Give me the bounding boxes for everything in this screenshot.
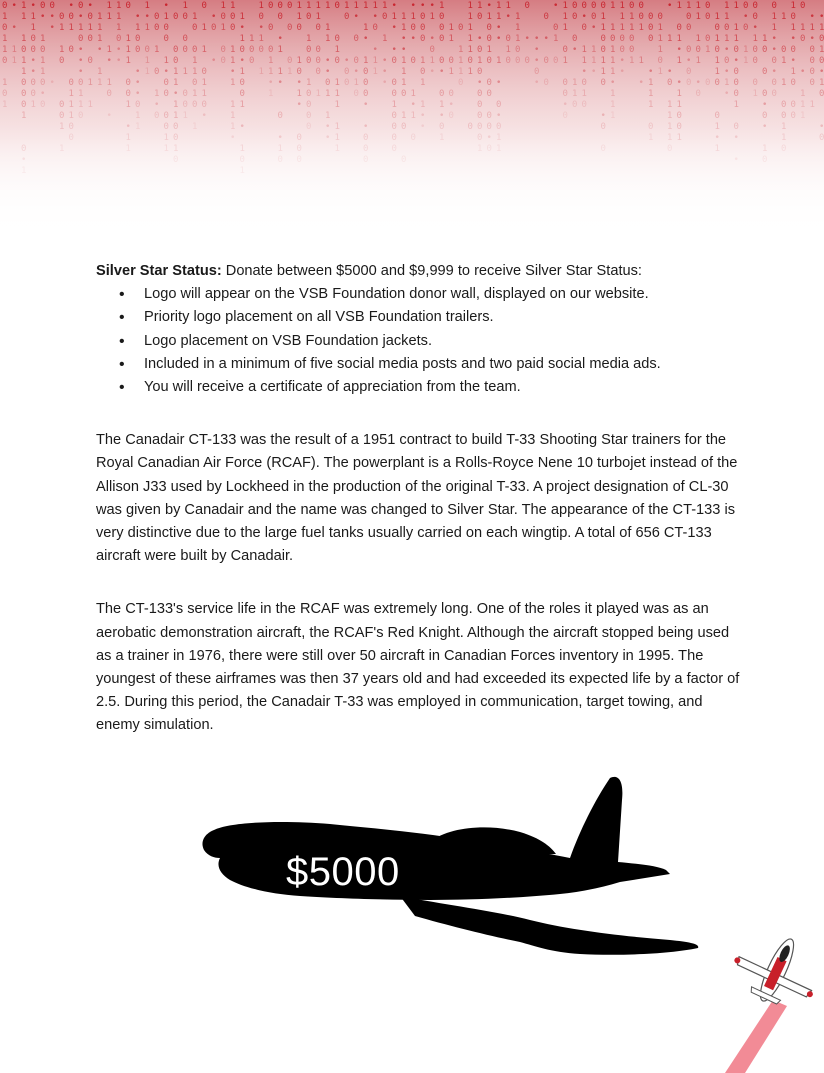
donation-amount-label: $5000 [286, 850, 400, 894]
silver-star-intro [96, 260, 746, 283]
ct133-silhouette-graphic [200, 770, 720, 970]
page-content [96, 260, 746, 738]
benefit-item: • Logo placement on VSB Foundation jackets. [144, 330, 746, 353]
benefit-item: • Priority logo placement on all VSB Foundation trailers. [144, 306, 746, 329]
history-paragraph-1: The Canadair CT-133 was the result of a 1951 contract to build T-33 Shooting Star trainers for the Royal Canadian Air Force (RCAF). The powerplant is a Rolls-Royce Nene 10 turbojet instead of the Allison J33 used by Lockheed in the production of the original T-33. A project designation of CL-30 was given by Canadair and the name was changed to Silver Star. The appearance of the CT-133 is very distinctive due to the large fuel tanks usually carried on each wingtip. A total of 656 CT-133 aircraft were built by Canadair. [96, 432, 738, 565]
smoke-trail-shape [725, 1000, 787, 1073]
benefit-item: • You will receive a certificate of appreciation from the team. [144, 376, 746, 399]
benefit-item: • Included in a minimum of five social media posts and two paid social media ads. [144, 353, 746, 376]
silver-star-description: Donate between $5000 and $9,999 to receive Silver Star Status: [221, 263, 642, 279]
silver-star-label: Silver Star Status: [96, 263, 222, 279]
red-white-jet-icon [715, 930, 824, 1073]
benefits-list [96, 283, 746, 399]
history-paragraph-2: The CT-133's service life in the RCAF was extremely long. One of the roles it played was as an aerobatic demonstration aircraft, the RCAF's Red Knight. Although the aircraft stopped being used as a trainer in 1976, there were still over 50 aircraft in Canadian Forces inventory in 1995. The youngest of these airframes was then 37 years old and had exceeded its expected life by a factor of 2.5. During this period, the Canadair T-33 was employed in communication, target towing, and enemy simulation. [96, 601, 740, 734]
wing-shape [400, 896, 698, 955]
binary-rain-header [0, 0, 824, 250]
benefit-item: • Logo will appear on the VSB Foundation donor wall, displayed on our website. [144, 283, 746, 306]
